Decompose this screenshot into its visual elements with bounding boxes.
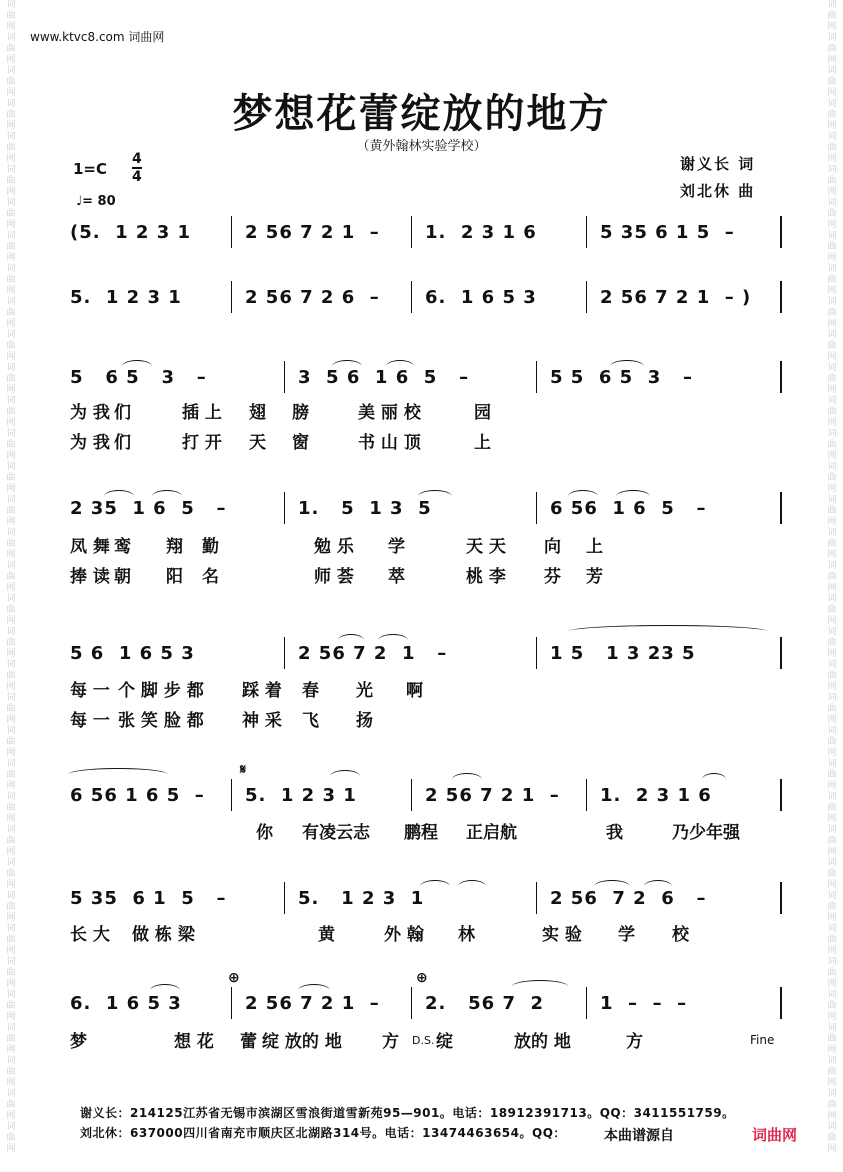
lyric-word: 上 xyxy=(474,433,491,453)
lyric-word: 每 一 xyxy=(70,681,110,701)
ds-marking: D.S. xyxy=(412,1034,435,1047)
slur-mark xyxy=(150,984,180,997)
measure: 2 56 7 2 1 – xyxy=(298,643,448,664)
barline xyxy=(411,987,412,1019)
slur-mark xyxy=(68,768,168,781)
measure: 1. 2 3 1 6 xyxy=(425,222,537,243)
lyric-word: 们 xyxy=(114,433,131,453)
lyric-word: 我 xyxy=(606,823,623,843)
slur-mark xyxy=(610,360,644,373)
barline xyxy=(586,987,587,1019)
lyric-word: 做 栋 梁 xyxy=(132,925,195,945)
slur-mark xyxy=(568,490,598,503)
slur-mark xyxy=(644,880,672,893)
lyric-word: 实 验 xyxy=(542,925,582,945)
lyric-word: 校 xyxy=(672,925,689,945)
lyric-line xyxy=(66,398,780,423)
lyric-word: 光 xyxy=(356,681,373,701)
score-row xyxy=(66,785,780,817)
barline xyxy=(586,281,587,313)
measure: 6. 1 6 5 3 xyxy=(70,993,182,1014)
barline xyxy=(284,492,285,524)
lyric-word: 林 xyxy=(458,925,475,945)
measure: 5. 1 2 3 1 xyxy=(298,888,425,909)
lyric-line xyxy=(66,532,780,557)
slur-mark xyxy=(332,360,362,373)
slur-mark xyxy=(452,773,482,786)
barline xyxy=(780,281,782,313)
lyric-word: 方 xyxy=(626,1032,643,1052)
lyric-word: 扬 xyxy=(356,711,373,731)
lyric-word: 啊 xyxy=(406,681,423,701)
slur-mark xyxy=(298,984,330,997)
time-sig-bottom: 4 xyxy=(132,169,142,185)
measure: 2 35 1 6 5 – xyxy=(70,498,227,519)
lyric-word: 名 xyxy=(202,567,219,587)
barline xyxy=(780,779,782,811)
lyric-word: 鸾 xyxy=(114,537,131,557)
lyric-word: 勉 乐 xyxy=(314,537,354,557)
barline xyxy=(536,492,537,524)
measure: 3 5 6 1 6 5 – xyxy=(298,367,470,388)
measure: 2 56 7 2 6 – xyxy=(550,888,707,909)
measure: 5. 1 2 3 1 xyxy=(245,785,357,806)
measure: 6 56 1 6 5 – xyxy=(70,785,205,806)
footer-line-1: 谢义长：214125江苏省无锡市滨湖区雪浪街道雪新苑95—901。电话：18912391713。QQ：3411551759。 xyxy=(80,1106,735,1120)
slur-mark xyxy=(594,880,630,893)
lyricist-credit: 谢义长 词 xyxy=(680,155,756,173)
measure: 6. 1 6 5 3 xyxy=(425,287,537,308)
measure: 5. 1 2 3 1 xyxy=(70,287,182,308)
time-signature xyxy=(132,152,142,184)
measure: 5 6 5 3 – xyxy=(70,367,207,388)
score-row xyxy=(66,367,780,399)
lyric-word: 窗 xyxy=(292,433,309,453)
barline xyxy=(284,882,285,914)
slur-mark xyxy=(152,490,182,503)
lyric-word: 踩 着 xyxy=(242,681,282,701)
barline xyxy=(284,361,285,393)
slur-mark xyxy=(458,880,486,893)
slur-mark xyxy=(338,634,364,647)
lyric-word: 神 采 xyxy=(242,711,282,731)
lyric-word: 勤 xyxy=(202,537,219,557)
lyric-word: 向 xyxy=(544,537,561,557)
lyric-word: 天 xyxy=(249,433,266,453)
lyric-line xyxy=(66,428,780,453)
song-title: 梦想花蕾绽放的地方 xyxy=(232,91,611,137)
fine-marking: Fine xyxy=(750,1033,775,1047)
lyric-word: 膀 xyxy=(292,403,309,423)
lyric-word: 插 上 xyxy=(182,403,222,423)
lyric-word: 个 脚 步 都 xyxy=(118,681,204,701)
lyric-word: 黄 xyxy=(318,925,335,945)
measure: 5 6 1 6 5 3 xyxy=(70,643,195,664)
barline xyxy=(780,637,782,669)
lyric-word: 鹏程 xyxy=(404,823,438,843)
lyric-word: 芳 xyxy=(586,567,603,587)
measure: 5 35 6 1 5 – xyxy=(600,222,735,243)
lyric-word: 外 翰 xyxy=(384,925,424,945)
barline xyxy=(231,281,232,313)
measure: (5. 1 2 3 1 xyxy=(70,222,192,243)
lyric-word: 学 xyxy=(388,537,405,557)
time-sig-top: 4 xyxy=(132,151,142,167)
score-row xyxy=(66,222,780,254)
measure: 2 56 7 2 1 – xyxy=(245,222,380,243)
measure: 5 35 6 1 5 – xyxy=(70,888,227,909)
lyric-word: 学 xyxy=(618,925,635,945)
lyric-word: 正启航 xyxy=(466,823,517,843)
score-row xyxy=(66,993,780,1025)
lyric-word: 打 开 xyxy=(182,433,222,453)
barline xyxy=(780,216,782,248)
source-label: 本曲谱源自 xyxy=(604,1128,674,1144)
barline xyxy=(231,216,232,248)
barline xyxy=(231,987,232,1019)
barline xyxy=(536,361,537,393)
barline xyxy=(780,987,782,1019)
lyric-word: 们 xyxy=(114,403,131,423)
lyric-word: 为 我 xyxy=(70,433,110,453)
measure: 1. 5 1 3 5 xyxy=(298,498,432,519)
lyric-word: 乃少年强 xyxy=(672,823,740,843)
lyric-word: 朝 xyxy=(114,567,131,587)
left-watermark: 词 曲 网 词 曲 网 词 曲 网 词 曲 网 词 曲 网 词 曲 网 词 曲 网 词 曲 网 词 曲 网 词 曲 网 词 曲 网 词 曲 网 词 曲 网 词 曲 网 词 曲 网 词 曲 网 词 曲 网 词 曲 网 词 曲 网 词 曲 网 词 曲 网 词 曲 网 词 曲 网 词 曲 网 词 曲 网 词 曲 网 词 曲 网 词 曲 网 词 曲 网 词 曲 网 词 曲 网 词 曲 网 词 曲 网 词 曲 网 词 曲 网 xyxy=(6,0,16,1154)
barline xyxy=(411,281,412,313)
barline xyxy=(231,779,232,811)
lyric-word: 张 笑 脸 都 xyxy=(118,711,204,731)
lyric-word: 蕾 xyxy=(240,1032,257,1052)
barline xyxy=(411,779,412,811)
measure: 2 56 7 2 1 – xyxy=(245,993,380,1014)
coda-icon: ⊕ xyxy=(416,970,428,986)
site-header[interactable]: www.ktvc8.com 词曲网 xyxy=(30,30,165,44)
lyric-line xyxy=(66,818,780,843)
lyric-word: 翔 xyxy=(166,537,183,557)
measure: 1 5 1 3 23 5 xyxy=(550,643,696,664)
measure: 6 56 1 6 5 – xyxy=(550,498,707,519)
barline xyxy=(586,216,587,248)
composer-credit: 刘北休 曲 xyxy=(680,182,756,200)
lyric-word: 长 大 xyxy=(70,925,110,945)
slur-mark xyxy=(568,625,768,638)
lyric-word: 翅 xyxy=(249,403,266,423)
lyric-word: 捧 读 xyxy=(70,567,110,587)
lyric-word: 书 山 顶 xyxy=(358,433,421,453)
slur-mark xyxy=(616,490,650,503)
barline xyxy=(536,637,537,669)
lyric-line xyxy=(66,920,780,945)
coda-icon: ⊕ xyxy=(228,970,240,986)
lyric-word: 放的 地 xyxy=(514,1032,571,1052)
slur-mark xyxy=(512,980,568,993)
lyric-word: 上 xyxy=(586,537,603,557)
lyric-word: 飞 xyxy=(302,711,319,731)
slur-mark xyxy=(418,490,452,503)
lyric-line xyxy=(66,676,780,701)
segno-icon: 𝄋 xyxy=(240,762,247,778)
score-row xyxy=(66,643,780,675)
lyric-word: 美 丽 校 xyxy=(358,403,421,423)
measure: 2 56 7 2 1 – ) xyxy=(600,287,752,308)
measure: 1 – – – xyxy=(600,993,688,1014)
site-logo[interactable]: 词曲网 xyxy=(752,1126,798,1144)
slur-mark xyxy=(702,773,726,786)
lyric-word: 你 xyxy=(256,823,273,843)
lyric-word: 萃 xyxy=(388,567,405,587)
tempo-marking xyxy=(76,194,116,209)
key-signature: 1=C xyxy=(73,160,108,178)
lyric-word: 每 一 xyxy=(70,711,110,731)
lyric-word: 春 xyxy=(302,681,319,701)
measure: 1. 2 3 1 6 xyxy=(600,785,712,806)
barline xyxy=(284,637,285,669)
score-row xyxy=(66,287,780,319)
lyric-word: 想 花 xyxy=(174,1032,214,1052)
right-watermark: 词 曲 网 词 曲 网 词 曲 网 词 曲 网 词 曲 网 词 曲 网 词 曲 网 词 曲 网 词 曲 网 词 曲 网 词 曲 网 词 曲 网 词 曲 网 词 曲 网 词 曲 网 词 曲 网 词 曲 网 词 曲 网 词 曲 网 词 曲 网 词 曲 网 词 曲 网 词 曲 网 词 曲 网 词 曲 网 词 曲 网 词 曲 网 词 曲 网 词 曲 网 词 曲 网 词 曲 网 词 曲 网 词 曲 网 词 曲 网 词 曲 网 xyxy=(827,0,837,1154)
measure: 2. 56 7 2 xyxy=(425,993,545,1014)
footer-line-2: 刘北休：637000四川省南充市顺庆区北湖路314号。电话：13474463654。QQ： xyxy=(80,1126,566,1140)
barline xyxy=(411,216,412,248)
lyric-word: 天 天 xyxy=(466,537,506,557)
lyric-word: 为 我 xyxy=(70,403,110,423)
lyric-word: 凤 舞 xyxy=(70,537,110,557)
song-subtitle: （黄外翰林实验学校） xyxy=(356,139,487,154)
slur-mark xyxy=(386,360,414,373)
lyric-word: 绽 放的 地 xyxy=(262,1032,342,1052)
quarter-note-icon: ♩ xyxy=(76,194,83,209)
lyric-word: 阳 xyxy=(166,567,183,587)
barline xyxy=(536,882,537,914)
lyric-word: 桃 李 xyxy=(466,567,506,587)
measure: 2 56 7 2 6 – xyxy=(245,287,380,308)
barline xyxy=(780,492,782,524)
barline xyxy=(780,882,782,914)
lyric-word: 园 xyxy=(474,403,491,423)
measure: 5 5 6 5 3 – xyxy=(550,367,694,388)
barline xyxy=(586,779,587,811)
lyric-word: 梦 xyxy=(70,1032,87,1052)
lyric-line xyxy=(66,562,780,587)
measure: 2 56 7 2 1 – xyxy=(425,785,560,806)
barline xyxy=(780,361,782,393)
lyric-word: 绽 xyxy=(436,1032,453,1052)
slur-mark xyxy=(122,360,152,373)
lyric-word: 芬 xyxy=(544,567,561,587)
slur-mark xyxy=(104,490,134,503)
slur-mark xyxy=(378,634,408,647)
lyric-line xyxy=(66,706,780,731)
slur-mark xyxy=(330,770,360,783)
lyric-word: 师 荟 xyxy=(314,567,354,587)
lyric-word: 有凌云志 xyxy=(302,823,370,843)
slur-mark xyxy=(420,880,450,893)
tempo-value: = 80 xyxy=(82,194,116,209)
lyric-word: 方 xyxy=(382,1032,399,1052)
